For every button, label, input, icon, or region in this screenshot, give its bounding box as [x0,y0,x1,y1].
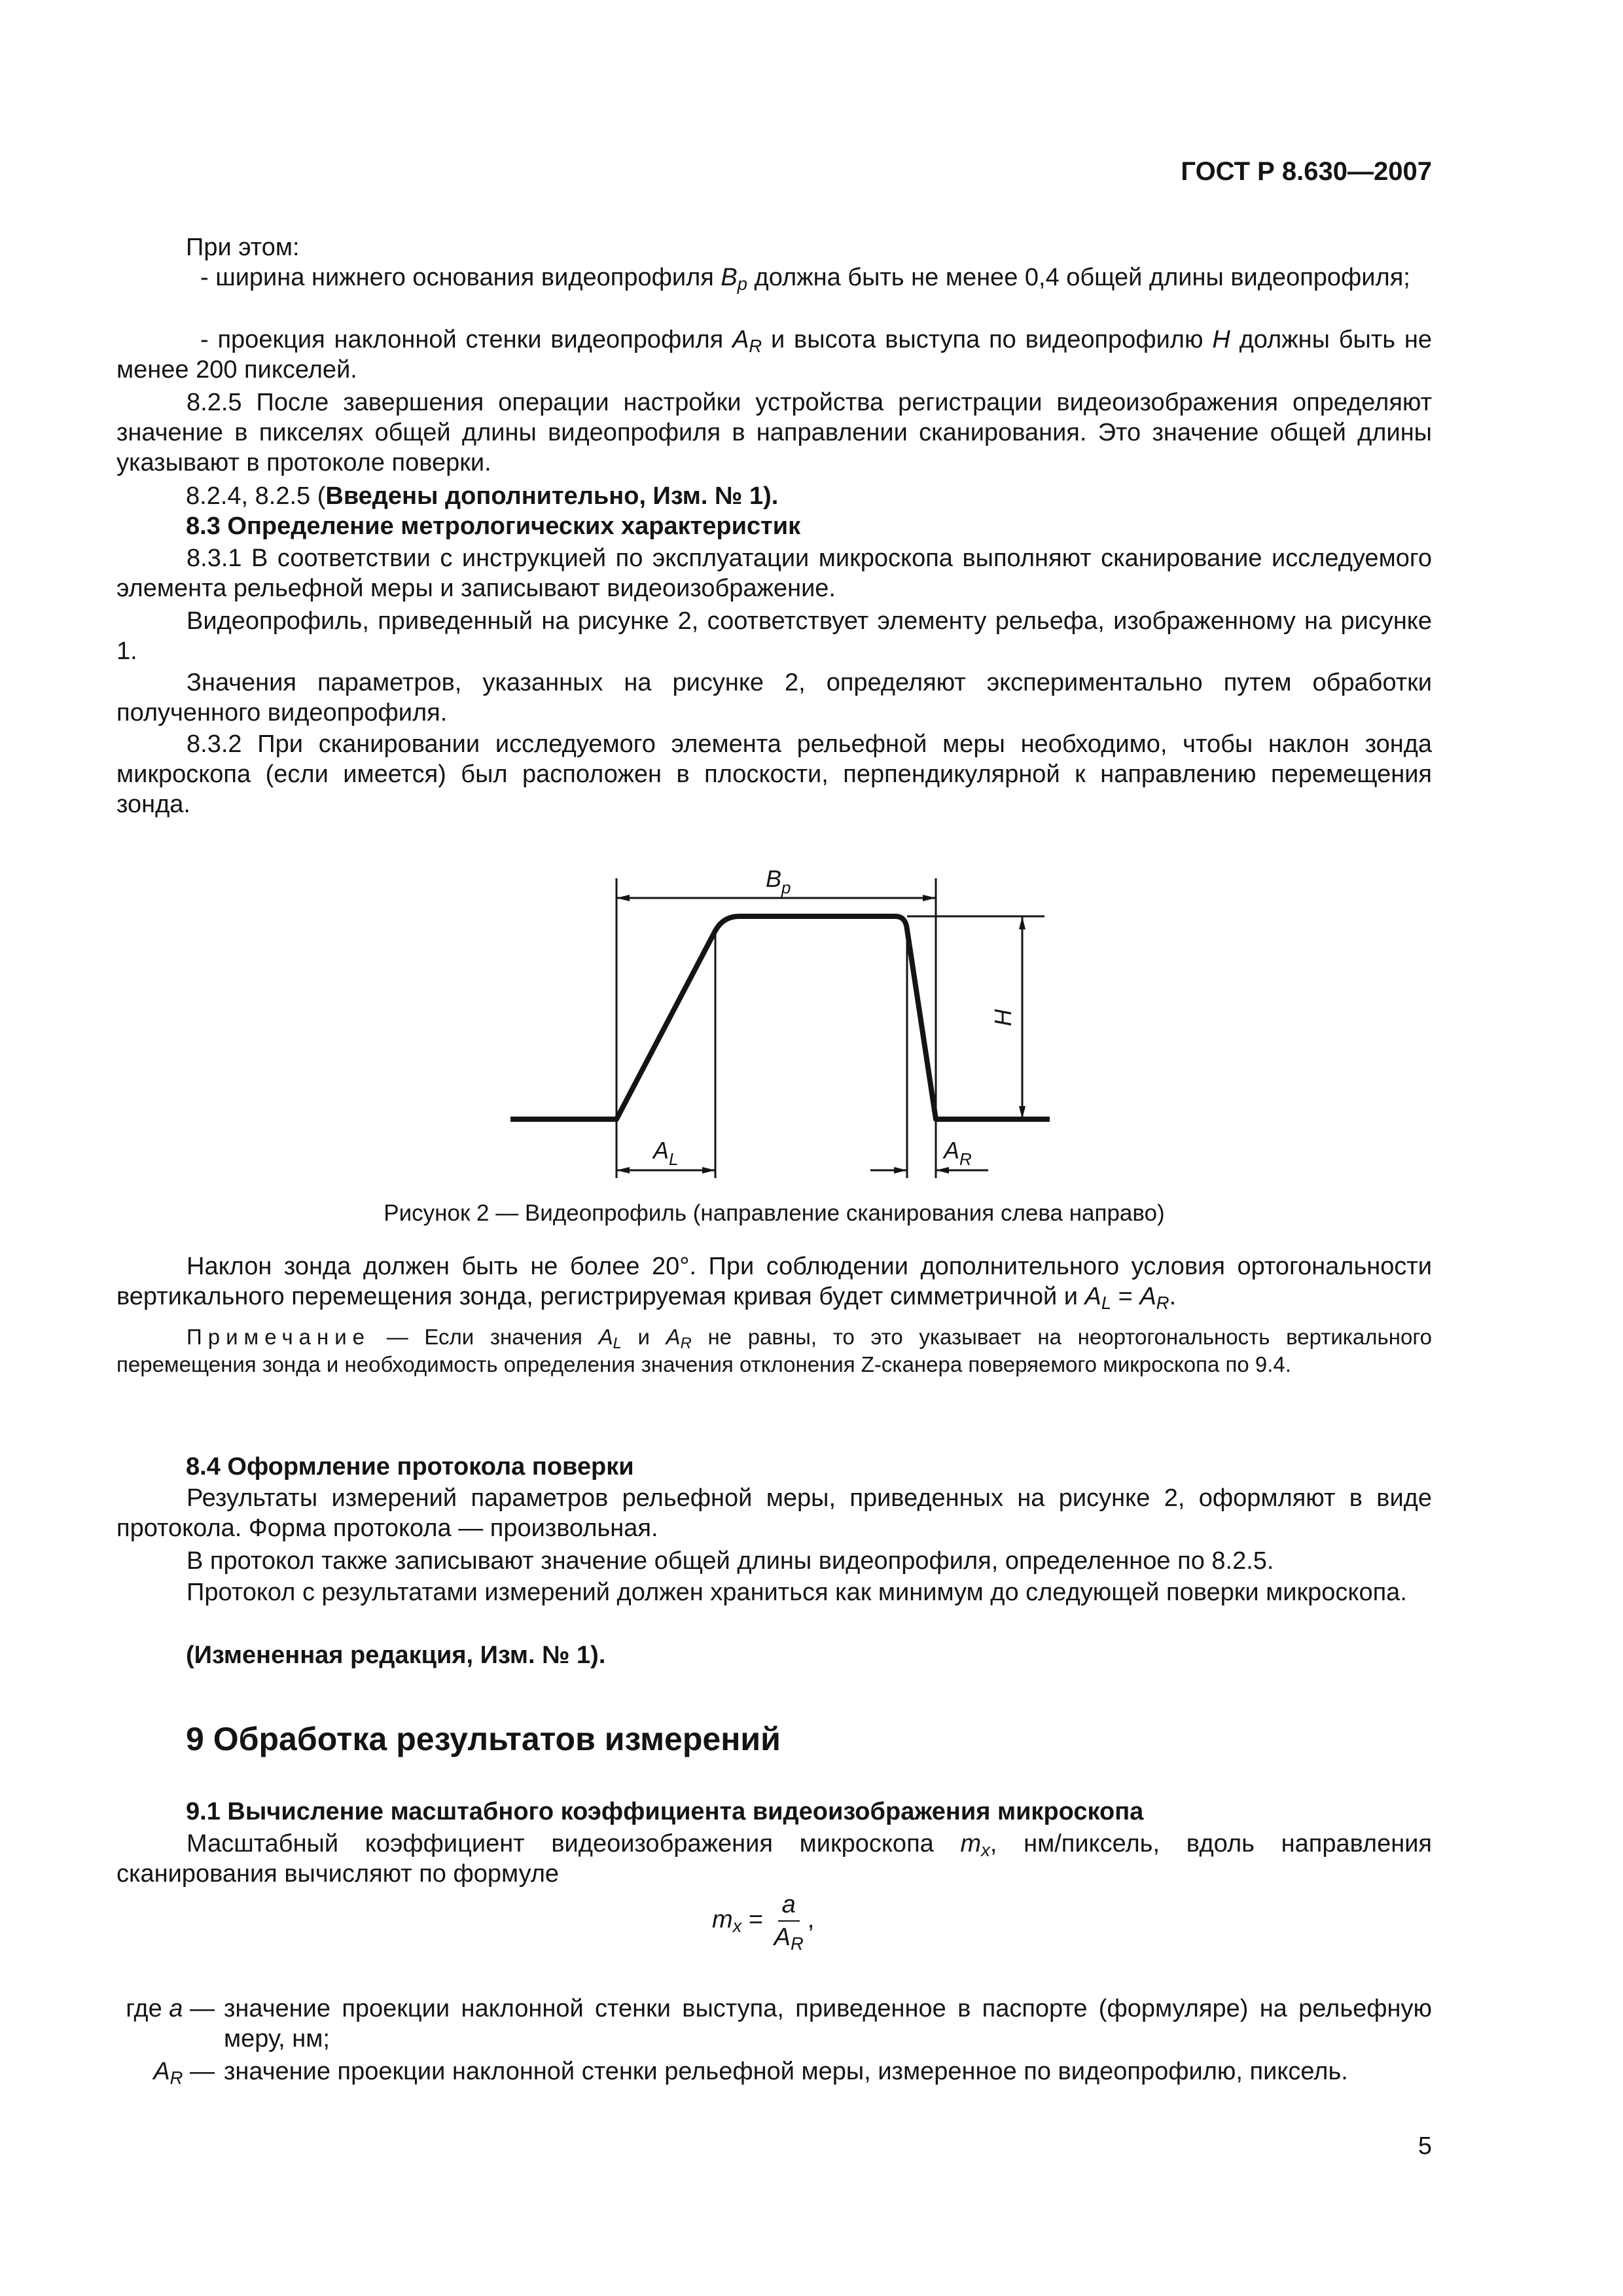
intro-bullet-2: - проекция наклонной стенки видеопрофиля $A_R$ и высота выступа по видеопрофилю H должны быть не менее 200 пикселей. [116,326,1432,384]
paragraph-9-1: Масштабный коэффициент видеоизображения микроскопа $m_x$, нм/пиксель, вдоль направления сканирования вычисляют по формуле [116,1830,1432,1888]
label-ar: $A_R$ [944,1137,972,1169]
intro-bullet-1: - ширина нижнего основания видеопрофиля $B_p$ должна быть не менее 0,4 общей длины видеопрофиля; [200,264,1410,294]
section-9-1-title: 9.1 Вычисление масштабного коэффициента видеоизображения микроскопа [186,1798,1144,1825]
page-number: 5 [1418,2132,1432,2160]
section-8-4-title: 8.4 Оформление протокола поверки [186,1453,634,1480]
standard-header: ГОСТ Р 8.630—2007 [1181,157,1432,186]
definition-ar: $A_R$ — значение проекции наклонной стенки рельефной меры, измеренное по видеопрофилю, пиксель. [153,2058,1348,2088]
label-h: H [990,1009,1016,1026]
note-label: Примечание [187,1325,371,1349]
amendment-8-4: (Измененная редакция, Изм. № 1). [186,1641,606,1669]
paragraph-values: Значения параметров, указанных на рисунке 2, определяют экспериментально путем обработки полученного видеопрофиля. [116,669,1432,726]
label-bp: $B_p$ [766,865,791,897]
note-block: Примечание — Если значения $A_L$ и $A_R$ не равны, то это указывает на неортогональность вертикального перемещения зонда и необходимость определения значения отклонения Z-сканера поверяемого микроскопа по 9.4. [116,1325,1432,1376]
profile-curve [510,916,1050,1119]
paragraph-8-4-3: Протокол с результатами измерений должен храниться как минимум до следующей поверки микроскопа. [187,1579,1407,1606]
paragraph-8-3-1: 8.3.1 В соответствии с инструкцией по эксплуатации микроскопа выполняют сканирование исследуемого элемента рельефной меры и записывают видеоизображение. [116,545,1432,602]
paragraph-8-3-2: 8.3.2 При сканировании исследуемого элемента рельефной меры необходимо, чтобы наклон зонда микроскопа (если имеется) был расположен в плоскости, перпендикулярной к направлению перемещения зонда. [116,730,1432,818]
figure-2-caption: Рисунок 2 — Видеопрофиль (направление сканирования слева направо) [383,1200,1165,1226]
paragraph-tilt: Наклон зонда должен быть не более 20°. При соблюдении дополнительного условия ортогональности вертикального перемещения зонда, регистрируемая кривая будет симметричной и $A_L = A_R$. [116,1253,1432,1313]
formula-fraction: $\frac{a}{A_R}$ [774,1891,804,1954]
formula-mx: $m_x$ = $\frac{a}{A_R}$ , [712,1891,815,1954]
section-9-title: 9 Обработка результатов измерений [186,1721,781,1757]
paragraph-8-4-2: В протокол также записывают значение общей длины видеопрофиля, определенное по 8.2.5. [187,1547,1274,1575]
section-8-3-title: 8.3 Определение метрологических характеристик [186,512,801,540]
figure-2-videoprofile [0,844,1623,1204]
label-al: $A_L$ [653,1137,679,1169]
paragraph-8-2-5: 8.2.5 После завершения операции настройки устройства регистрации видеоизображения определяют значение в пикселях общей длины видеопрофиля в направлении сканирования. Это значение общей длины указывают в протоколе поверки. [116,389,1432,476]
paragraph-videoprofile: Видеопрофиль, приведенный на рисунке 2, соответствует элементу рельефа, изображенному на рисунке 1. [116,607,1432,665]
definition-a: где a — значение проекции наклонной стенки выступа, приведенное в паспорте (формуляре) на рельефную меру, нм; [126,1995,1432,2053]
paragraph-8-4-1: Результаты измерений параметров рельефной меры, приведенных на рисунке 2, оформляют в виде протокола. Форма протокола — произвольная. [116,1484,1432,1542]
intro-lead: При этом: [186,234,300,261]
formula-definitions [116,1994,1432,2087]
amendment-8-2-4: 8.2.4, 8.2.5 (Введены дополнительно, Изм. № 1). [186,482,779,510]
